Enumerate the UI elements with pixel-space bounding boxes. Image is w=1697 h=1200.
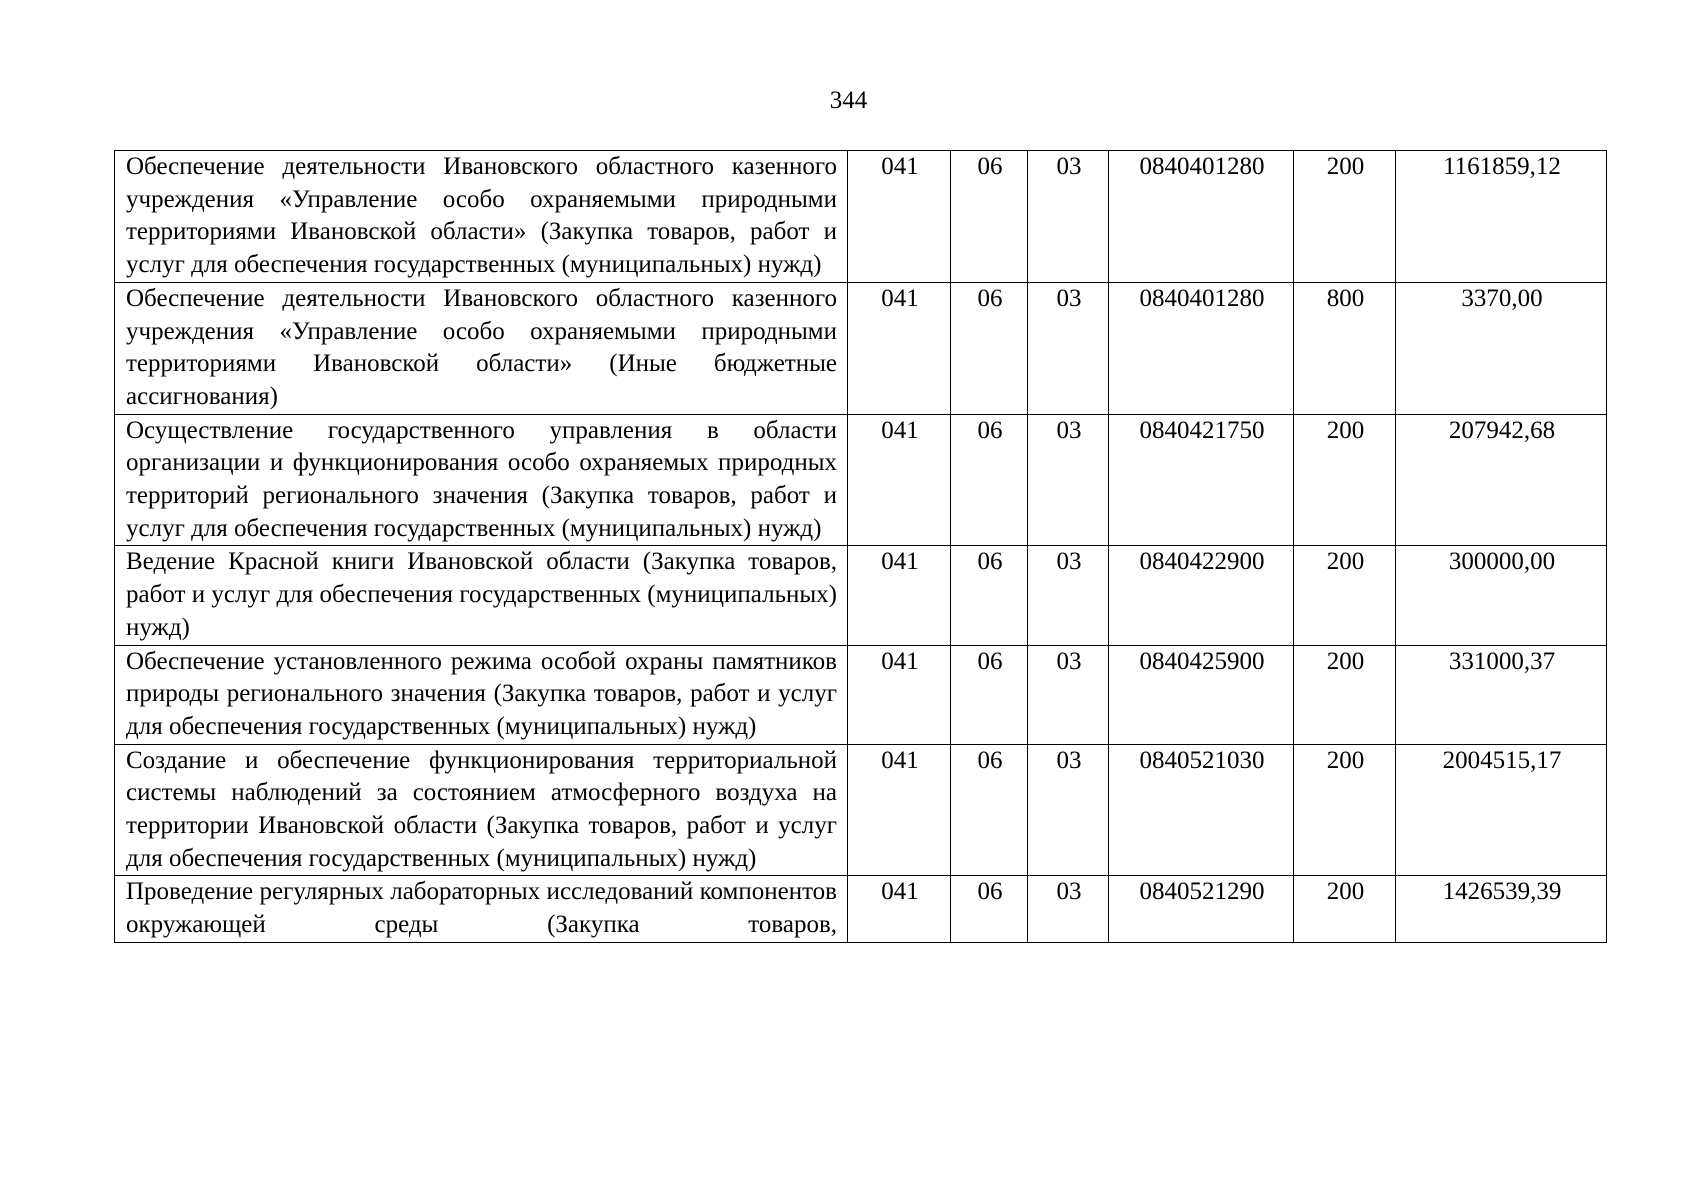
- row-subsection-code: 03: [1028, 744, 1109, 876]
- row-target-article: 0840421750: [1109, 414, 1294, 546]
- table-row: [115, 151, 1607, 283]
- row-grbs-code: 041: [848, 282, 951, 414]
- row-target-article: 0840422900: [1109, 546, 1294, 645]
- table-row: [115, 645, 1607, 744]
- row-section-code: 06: [951, 645, 1028, 744]
- row-grbs-code: 041: [848, 414, 951, 546]
- row-subsection-code: 03: [1028, 151, 1109, 283]
- row-target-article: 0840521290: [1109, 876, 1294, 942]
- row-description: Обеспечение деятельности Ивановского областного казенного учреждения «Управление особо охраняемыми природными территориями Ивановской области» (Закупка товаров, работ и услуг для обеспечения государственных (муниципальных) нужд): [115, 151, 848, 283]
- row-grbs-code: 041: [848, 876, 951, 942]
- row-amount: 1426539,39: [1396, 876, 1607, 942]
- row-amount: 1161859,12: [1396, 151, 1607, 283]
- row-subsection-code: 03: [1028, 282, 1109, 414]
- row-amount: 331000,37: [1396, 645, 1607, 744]
- row-expense-type: 200: [1294, 645, 1396, 744]
- row-grbs-code: 041: [848, 744, 951, 876]
- row-expense-type: 200: [1294, 151, 1396, 283]
- row-expense-type: 200: [1294, 414, 1396, 546]
- table-row: [115, 876, 1607, 942]
- row-grbs-code: 041: [848, 645, 951, 744]
- row-section-code: 06: [951, 151, 1028, 283]
- row-amount: 207942,68: [1396, 414, 1607, 546]
- row-description: Проведение регулярных лабораторных исследований компонентов окружающей среды (Закупка товаров,: [115, 876, 848, 942]
- row-section-code: 06: [951, 414, 1028, 546]
- row-description: Обеспечение деятельности Ивановского областного казенного учреждения «Управление особо охраняемыми природными территориями Ивановской области» (Иные бюджетные ассигнования): [115, 282, 848, 414]
- row-section-code: 06: [951, 282, 1028, 414]
- row-section-code: 06: [951, 876, 1028, 942]
- row-grbs-code: 041: [848, 151, 951, 283]
- table-row: [115, 546, 1607, 645]
- page-number: 344: [829, 87, 868, 114]
- row-subsection-code: 03: [1028, 645, 1109, 744]
- row-subsection-code: 03: [1028, 876, 1109, 942]
- row-section-code: 06: [951, 546, 1028, 645]
- row-target-article: 0840425900: [1109, 645, 1294, 744]
- row-expense-type: 200: [1294, 546, 1396, 645]
- budget-table: [114, 150, 1607, 943]
- row-expense-type: 800: [1294, 282, 1396, 414]
- row-expense-type: 200: [1294, 876, 1396, 942]
- row-target-article: 0840401280: [1109, 151, 1294, 283]
- table-row: [115, 414, 1607, 546]
- row-description: Ведение Красной книги Ивановской области (Закупка товаров, работ и услуг для обеспечения государственных (муниципальных) нужд): [115, 546, 848, 645]
- row-grbs-code: 041: [848, 546, 951, 645]
- row-amount: 2004515,17: [1396, 744, 1607, 876]
- row-description: Осуществление государственного управления в области организации и функционирования особо охраняемых природных территорий регионального значения (Закупка товаров, работ и услуг для обеспечения государственных (муниципальных) нужд): [115, 414, 848, 546]
- row-description: Создание и обеспечение функционирования территориальной системы наблюдений за состоянием атмосферного воздуха на территории Ивановской области (Закупка товаров, работ и услуг для обеспечения государственных (муниципальных) нужд): [115, 744, 848, 876]
- row-subsection-code: 03: [1028, 414, 1109, 546]
- row-description: Обеспечение установленного режима особой охраны памятников природы регионального значения (Закупка товаров, работ и услуг для обеспечения государственных (муниципальных) нужд): [115, 645, 848, 744]
- table-row: [115, 744, 1607, 876]
- row-target-article: 0840401280: [1109, 282, 1294, 414]
- row-subsection-code: 03: [1028, 546, 1109, 645]
- row-amount: 3370,00: [1396, 282, 1607, 414]
- row-expense-type: 200: [1294, 744, 1396, 876]
- table-row: [115, 282, 1607, 414]
- row-target-article: 0840521030: [1109, 744, 1294, 876]
- row-section-code: 06: [951, 744, 1028, 876]
- row-amount: 300000,00: [1396, 546, 1607, 645]
